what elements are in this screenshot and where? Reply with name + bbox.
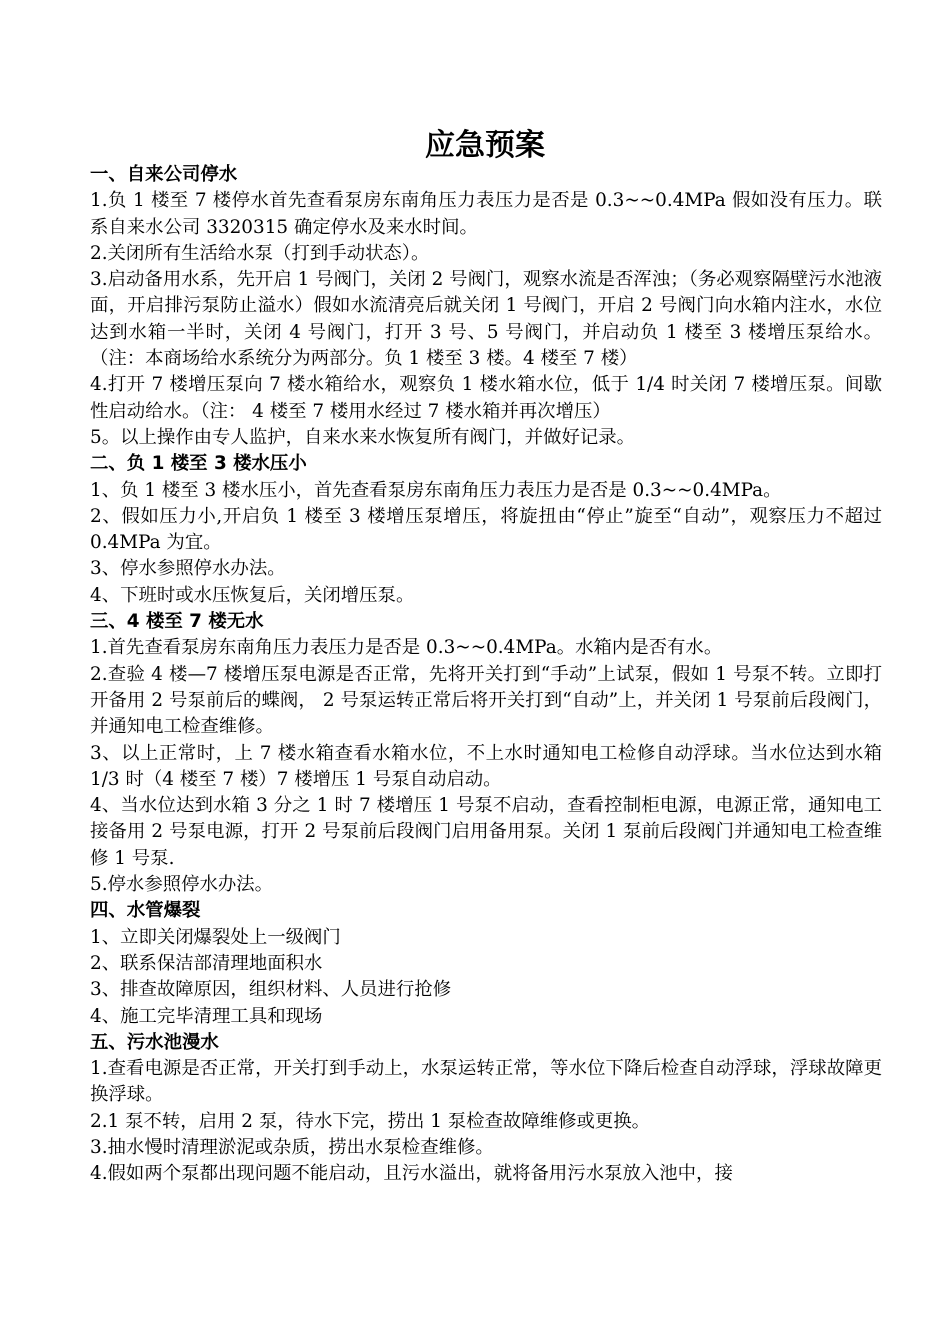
section-heading: 一、自来公司停水 bbox=[90, 164, 238, 185]
paragraph: 4.假如两个泵都出现问题不能启动，且污水溢出，就将备用污水泵放入池中，接 bbox=[90, 1163, 733, 1185]
paragraph: 5.停水参照停水办法。 bbox=[90, 874, 274, 896]
page-title: 应急预案 bbox=[425, 128, 545, 163]
section-heading: 二、负 1 楼至 3 楼水压小 bbox=[90, 453, 307, 475]
section-heading: 三、4 楼至 7 楼无水 bbox=[90, 611, 264, 633]
paragraph: 3、排查故障原因，组织材料、人员进行抢修 bbox=[90, 979, 452, 1001]
paragraph: 2、联系保洁部清理地面积水 bbox=[90, 952, 323, 974]
paragraph: 1.查看电源是否正常，开关打到手动上，水泵运转正常，等水位下降后检查自动浮球，浮球故障更换浮球。 bbox=[90, 1058, 882, 1106]
paragraph: 1、负 1 楼至 3 楼水压小，首先查看泵房东南角压力表压力是否是 0.3~~0.4MPa。 bbox=[90, 479, 782, 501]
section-sewage-overflow bbox=[90, 1030, 882, 1188]
paragraph: 4、下班时或水压恢复后，关闭增压泵。 bbox=[90, 584, 415, 606]
section-water-supply-cutoff bbox=[90, 162, 882, 451]
section-no-water-4f-7f bbox=[90, 609, 882, 898]
section-low-pressure-b1-3f bbox=[90, 451, 882, 609]
paragraph: 2.查验 4 楼—7 楼增压泵电源是否正常，先将开关打到“手动”上试泵，假如 1 号泵不转。立即打开备用 2 号泵前后的蝶阀， 2 号泵运转正常后将开关打到“自动”上，并关闭 1 号泵前后段阀门，并通知电工检查维修。 bbox=[90, 663, 882, 738]
paragraph: 4、施工完毕清理工具和现场 bbox=[90, 1005, 323, 1027]
paragraph: 4、当水位达到水箱 3 分之 1 时 7 楼增压 1 号泵不启动，查看控制柜电源，电源正常，通知电工接备用 2 号泵电源，打开 2 号泵前后段阀门启用备用泵。关闭 1 泵前后段阀门并通知电工检查维修 1 号泵. bbox=[90, 795, 882, 869]
paragraph: 3.抽水慢时清理淤泥或杂质，捞出水泵检查维修。 bbox=[90, 1136, 494, 1158]
paragraph: 1、立即关闭爆裂处上一级阀门 bbox=[90, 926, 341, 948]
paragraph: 1.负 1 楼至 7 楼停水首先查看泵房东南角压力表压力是否是 0.3~~0.4MPa 假如没有压力。联系自来水公司 3320315 确定停水及来水时间。 bbox=[90, 190, 882, 238]
paragraph: 5。以上操作由专人监护，自来水来水恢复所有阀门，并做好记录。 bbox=[90, 426, 636, 448]
section-heading: 五、污水池漫水 bbox=[90, 1031, 219, 1053]
paragraph: 1.首先查看泵房东南角压力表压力是否是 0.3~~0.4MPa。水箱内是否有水。 bbox=[90, 637, 723, 659]
section-pipe-burst bbox=[90, 898, 882, 1029]
paragraph: 2.关闭所有生活给水泵（打到手动状态）。 bbox=[90, 242, 430, 264]
paragraph: 3、以上正常时，上 7 楼水箱查看水箱水位，不上水时通知电工检修自动浮球。当水位达到水箱 1/3 时（4 楼至 7 楼）7 楼增压 1 号泵自动启动。 bbox=[90, 742, 882, 790]
section-heading: 四、水管爆裂 bbox=[90, 900, 201, 922]
paragraph: 4.打开 7 楼增压泵向 7 楼水箱给水，观察负 1 楼水箱水位，低于 1/4 时关闭 7 楼增压泵。间歇性启动给水。（注： 4 楼至 7 楼用水经过 7 楼水箱并再次增压） bbox=[90, 374, 882, 422]
document-body bbox=[90, 162, 882, 1188]
paragraph: 3、停水参照停水办法。 bbox=[90, 558, 286, 580]
paragraph: 3.启动备用水系，先开启 1 号阀门，关闭 2 号阀门，观察水流是否浑浊；（务必观察隔壁污水池液面，开启排污泵防止溢水）假如水流清亮后就关闭 1 号阀门，开启 2 号阀门向水箱内注水，水位达到水箱一半时，关闭 4 号阀门，打开 3 号、5 号阀门，并启动负 1 楼至 3 楼增压泵给水。（注：本商场给水系统分为两部分。负 1 楼至 3 楼。4 楼至 7 楼） bbox=[90, 269, 882, 370]
paragraph: 2、假如压力小,开启负 1 楼至 3 楼增压泵增压，将旋扭由“停止”旋至“自动”，观察压力不超过 0.4MPa 为宜。 bbox=[90, 505, 882, 554]
paragraph: 2.1 泵不转，启用 2 泵，待水下完，捞出 1 泵检查故障维修或更换。 bbox=[90, 1110, 651, 1132]
